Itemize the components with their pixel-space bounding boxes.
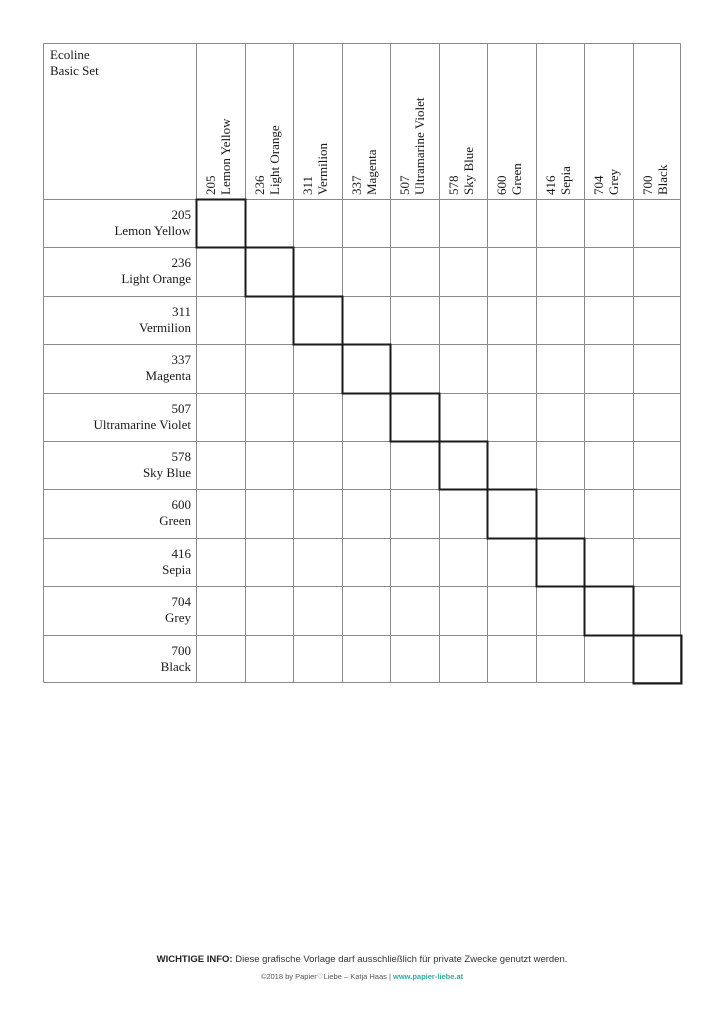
table-title bbox=[50, 47, 99, 79]
column-header bbox=[536, 43, 584, 199]
column-color-number: 578 bbox=[445, 175, 461, 195]
diagonal-cell bbox=[488, 490, 537, 539]
column-color-name: Magenta bbox=[363, 149, 379, 195]
column-color-name: Ultramarine Violet bbox=[412, 97, 427, 195]
row-color-number: 578 bbox=[171, 449, 191, 464]
row-header-text bbox=[159, 497, 191, 529]
row-header-text bbox=[93, 401, 191, 433]
page-footer bbox=[0, 953, 724, 982]
diagonal-cell bbox=[197, 200, 246, 248]
diagonal-cell bbox=[634, 636, 682, 684]
diagonal-cell bbox=[537, 539, 585, 587]
row-color-number: 704 bbox=[171, 594, 191, 610]
column-color-name: Green bbox=[509, 163, 524, 195]
row-color-number: 311 bbox=[171, 303, 191, 319]
column-color-number: 311 bbox=[300, 175, 315, 195]
row-header-text bbox=[143, 449, 191, 481]
column-header bbox=[390, 43, 438, 199]
diagonal-cell bbox=[343, 345, 391, 394]
diagonal-cell bbox=[294, 297, 343, 345]
notice-text: Diese grafische Vorlage darf ausschließlich für private Zwecke genutzt werden. bbox=[232, 954, 568, 965]
row-color-name: Green bbox=[159, 513, 191, 529]
column-color-number: 337 bbox=[348, 175, 364, 195]
row-color-name: Black bbox=[160, 658, 191, 674]
column-color-name: Sepia bbox=[557, 166, 573, 195]
column-color-name: Grey bbox=[606, 169, 621, 195]
row-header bbox=[43, 344, 191, 392]
row-color-number: 236 bbox=[171, 255, 191, 271]
diagonal-cell bbox=[246, 248, 294, 297]
row-color-name: Ultramarine Violet bbox=[93, 416, 191, 432]
row-color-number: 507 bbox=[171, 400, 191, 416]
copyright-credit bbox=[0, 972, 724, 982]
title-line-2: Basic Set bbox=[50, 63, 99, 78]
row-header bbox=[43, 635, 191, 683]
row-header bbox=[43, 393, 191, 441]
column-color-number: 600 bbox=[494, 175, 509, 195]
usage-notice bbox=[0, 953, 724, 967]
row-header-text bbox=[162, 546, 191, 578]
column-color-name: Lemon Yellow bbox=[218, 118, 233, 195]
row-header-text bbox=[165, 594, 191, 626]
row-color-number: 337 bbox=[171, 352, 191, 368]
row-header bbox=[43, 538, 191, 586]
column-color-number: 700 bbox=[639, 175, 655, 195]
website-link[interactable]: www.papier-liebe.at bbox=[393, 972, 464, 981]
row-color-number: 600 bbox=[171, 497, 191, 513]
row-header-text bbox=[161, 643, 191, 675]
column-header-text bbox=[446, 147, 476, 195]
row-color-name: Vermilion bbox=[139, 319, 191, 335]
credit-text: ©2018 by Papier♡Liebe – Katja Haas | bbox=[260, 972, 394, 981]
color-chart-table bbox=[43, 43, 681, 683]
column-header bbox=[196, 43, 244, 199]
column-header bbox=[487, 43, 535, 199]
column-header-text bbox=[397, 97, 427, 195]
column-header bbox=[584, 43, 632, 199]
column-header bbox=[293, 43, 341, 199]
row-header bbox=[43, 247, 191, 295]
column-header-text bbox=[349, 150, 379, 195]
diagonal-cell bbox=[440, 442, 488, 490]
column-header bbox=[245, 43, 293, 199]
column-header-text bbox=[203, 118, 233, 195]
column-header-text bbox=[543, 166, 573, 195]
column-color-name: Sky Blue bbox=[460, 146, 476, 195]
column-color-name: Vermilion bbox=[315, 143, 330, 195]
row-color-name: Magenta bbox=[145, 368, 191, 384]
row-header-text bbox=[114, 207, 191, 239]
column-color-number: 416 bbox=[542, 175, 558, 195]
column-header-text bbox=[640, 165, 670, 195]
row-header-text bbox=[121, 255, 191, 287]
row-color-name: Light Orange bbox=[121, 271, 191, 287]
column-color-name: Black bbox=[654, 164, 670, 195]
notice-label: WICHTIGE INFO: bbox=[156, 954, 233, 965]
column-header-text bbox=[300, 143, 330, 195]
column-header bbox=[342, 43, 390, 199]
row-color-number: 205 bbox=[171, 207, 191, 222]
row-header bbox=[43, 296, 191, 344]
column-color-number: 704 bbox=[591, 175, 606, 195]
column-header-text bbox=[591, 169, 621, 195]
row-header bbox=[43, 586, 191, 634]
row-header-text bbox=[146, 352, 191, 384]
row-color-number: 700 bbox=[171, 642, 191, 658]
row-color-name: Sky Blue bbox=[142, 465, 191, 480]
column-color-name: Light Orange bbox=[266, 125, 282, 195]
title-line-1: Ecoline bbox=[50, 47, 90, 62]
row-header bbox=[43, 441, 191, 489]
column-header-text bbox=[494, 163, 524, 195]
row-header-text bbox=[139, 304, 191, 336]
row-header bbox=[43, 489, 191, 537]
column-color-number: 236 bbox=[251, 175, 267, 195]
row-header bbox=[43, 199, 191, 247]
column-color-number: 507 bbox=[397, 175, 412, 195]
row-color-name: Sepia bbox=[162, 561, 191, 577]
column-color-number: 205 bbox=[203, 175, 218, 195]
column-header bbox=[439, 43, 487, 199]
row-color-number: 416 bbox=[171, 545, 191, 561]
column-header bbox=[633, 43, 681, 199]
row-color-name: Grey bbox=[165, 610, 191, 626]
row-color-name: Lemon Yellow bbox=[114, 223, 191, 238]
column-header-text bbox=[252, 125, 282, 195]
diagonal-cell bbox=[391, 394, 440, 442]
diagonal-cell bbox=[585, 587, 634, 636]
